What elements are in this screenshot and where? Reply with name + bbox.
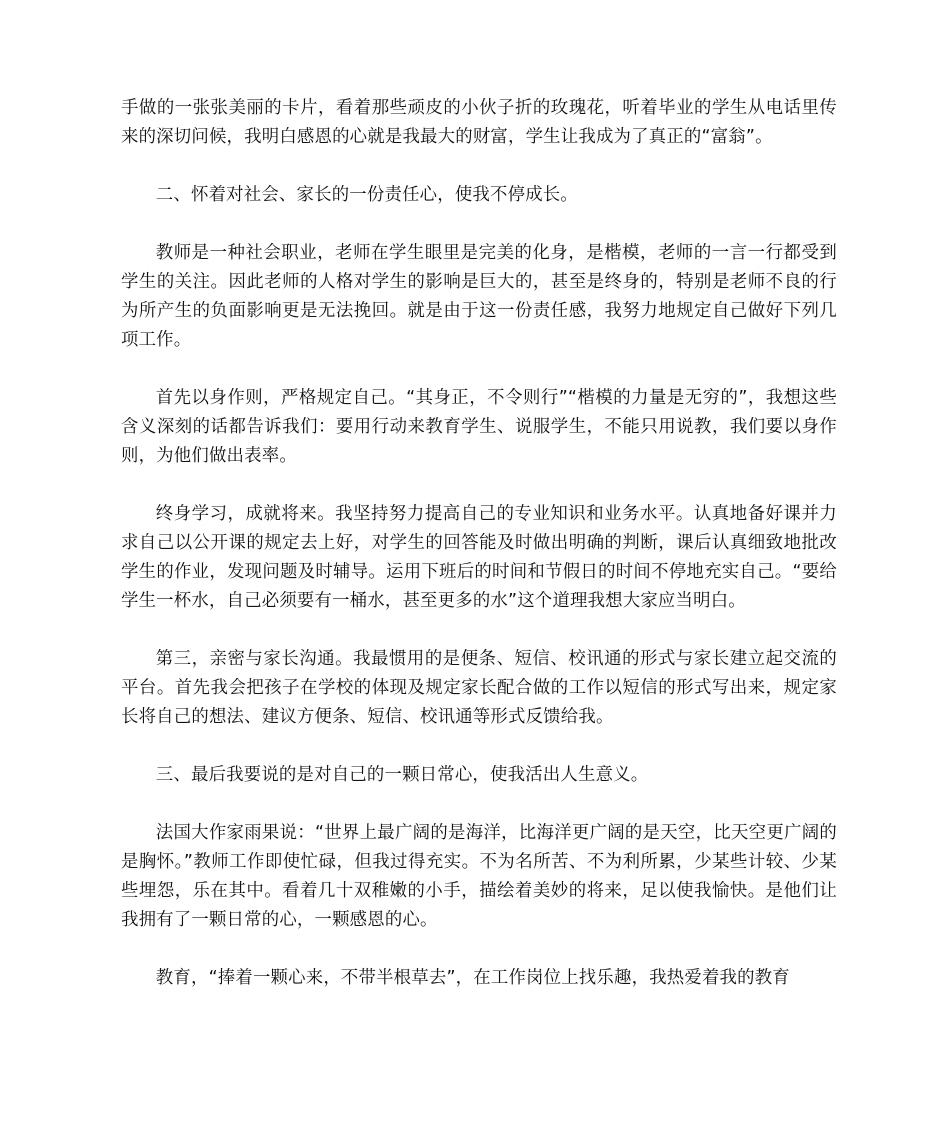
section-heading-ordinary-heart: 三、最后我要说的是对自己的一颗日常心，使我活出人生意义。 <box>155 765 649 785</box>
document-page <box>121 94 837 993</box>
section-heading-responsibility: 二、怀着对社会、家长的一份责任心，使我不停成长。 <box>155 185 578 205</box>
paragraph-teacher-role: 教师是一种社会职业，老师在学生眼里是完美的化身，是楷模，老师的一言一行都受到学生的关注。因此老师的人格对学生的影响是巨大的，甚至是终身的，特别是老师不良的行为所产生的负面影响更是无法挽回。就是由于这一份责任感，我努力地规定自己做好下列几项工作。 <box>121 243 837 350</box>
paragraph-continued-from-previous-page: 手做的一张张美丽的卡片，看着那些顽皮的小伙子折的玫瑰花，听着毕业的学生从电话里传来的深切问候，我明白感恩的心就是我最大的财富，学生让我成为了真正的“富翁”。 <box>121 98 837 147</box>
paragraph-hugo-quote: 法国大作家雨果说：“世界上最广阔的是海洋，比海洋更广阔的是天空，比天空更广阔的是胸怀。”教师工作即使忙碌，但我过得充实。不为名所苦、不为利所累，少某些计较、少某些埋怨，乐在其中。看着几十双稚嫩的小手，描绘着美妙的将来，足以使我愉快。是他们让我拥有了一颗日常的心，一颗感恩的心。 <box>121 823 837 930</box>
paragraph-parent-communication: 第三，亲密与家长沟通。我最惯用的是便条、短信、校讯通的形式与家长建立起交流的平台。首先我会把孩子在学校的体现及规定家长配合做的工作以短信的形式写出来，规定家长将自己的想法、建议方便条、短信、校讯通等形式反馈给我。 <box>121 649 837 727</box>
paragraph-lifelong-learning: 终身学习，成就将来。我坚持努力提高自己的专业知识和业务水平。认真地备好课并力求自己以公开课的规定去上好，对学生的回答能及时做出明确的判断，课后认真细致地批改学生的作业，发现问题及时辅导。运用下班后的时间和节假日的时间不停地充实自己。“要给学生一杯水，自己必须要有一桶水，甚至更多的水”这个道理我想大家应当明白。 <box>121 504 837 611</box>
paragraph-education-closing: 教育，“捧着一颗心来，不带半根草去”，在工作岗位上找乐趣，我热爱着我的教育 <box>155 968 790 988</box>
paragraph-lead-by-example: 首先以身作则，严格规定自己。“其身正，不令则行”“楷模的力量是无穷的”，我想这些含义深刻的话都告诉我们：要用行动来教育学生、说服学生，不能只用说教，我们要以身作则，为他们做出表率。 <box>121 388 837 466</box>
